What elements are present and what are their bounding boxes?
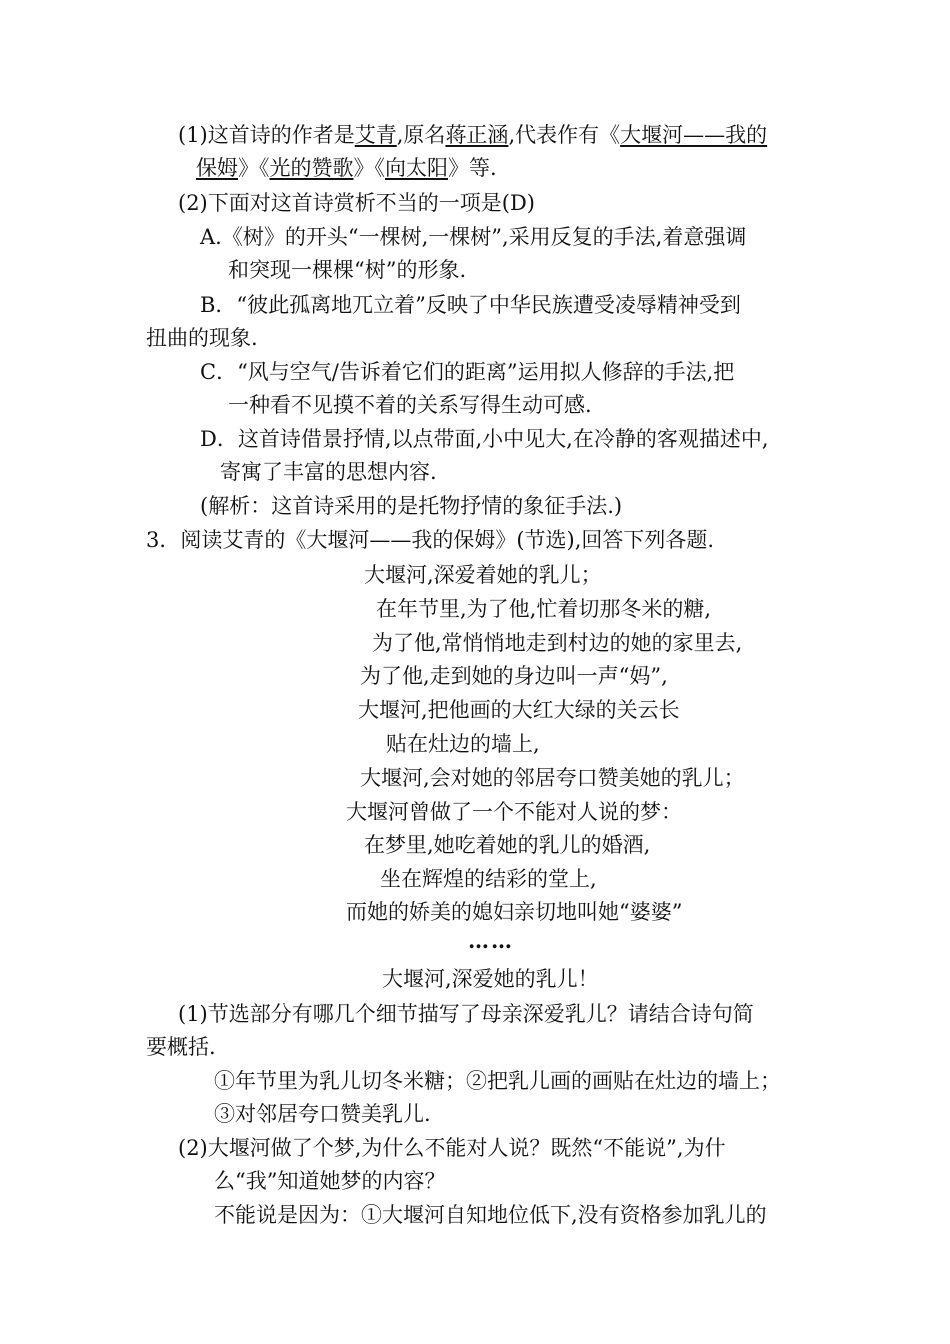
- work3-answer: 向太阳: [385, 156, 448, 180]
- q3-sub2-answer-line1: 不能说是因为：①大堰河自知地位低下,没有资格参加乳儿的: [214, 1203, 767, 1227]
- work1-answer-part2: 保姆: [196, 156, 238, 180]
- q2-sub1-text-f: 》等.: [448, 156, 497, 180]
- poem-line: 大堰河,深爱着她的乳儿；: [364, 563, 602, 587]
- q3-stem: 3．阅读艾青的《大堰河——我的保姆》(节选),回答下列各题.: [146, 528, 715, 552]
- poem-line: 大堰河曾做了一个不能对人说的梦：: [346, 800, 682, 824]
- author-answer: 艾青: [354, 123, 397, 147]
- q3-sub1-answer-line2: ③对邻居夸口赞美乳儿.: [214, 1102, 431, 1126]
- option-c-line1: C．“风与空气/告诉着它们的距离”运用拟人修辞的手法,把: [200, 360, 735, 384]
- real-name-answer: 蒋正涵: [445, 123, 509, 147]
- option-c-line2: 一种看不见摸不着的关系写得生动可感.: [228, 393, 592, 417]
- q2-sub2: (2)下面对这首诗赏析不当的一项是(D): [178, 191, 535, 215]
- option-d-line2: 寄寓了丰富的思想内容.: [220, 460, 437, 484]
- poem-line: 大堰河,深爱她的乳儿！: [382, 967, 599, 991]
- poem-line: 在年节里,为了他,忙着切那冬米的糖,: [376, 597, 712, 621]
- analysis-note: (解析：这首诗采用的是托物抒情的象征手法.): [200, 494, 623, 518]
- option-b-line1: B．“彼此孤离地兀立着”反映了中华民族遭受凌辱精神受到: [200, 293, 741, 317]
- poem-line: 在梦里,她吃着她的乳儿的婚酒,: [364, 833, 651, 857]
- poem-line: 大堰河,会对她的邻居夸口赞美她的乳儿；: [360, 766, 745, 790]
- poem-line: 贴在灶边的墙上,: [386, 732, 540, 756]
- q3-sub2-question-line2: 么“我”知道她梦的内容？: [214, 1169, 446, 1193]
- poem-ellipsis: ……: [468, 928, 514, 953]
- q2-sub1: [178, 120, 767, 150]
- q2-sub1-cont: [196, 153, 497, 183]
- work2-answer: 光的赞歌: [269, 156, 354, 180]
- q3-sub1-question-line2: 要概括.: [146, 1035, 216, 1059]
- q2-sub1-text-b: ,原名: [396, 123, 446, 147]
- poem-line: 为了他,常悄悄地走到村边的她的家里去,: [372, 631, 743, 655]
- q3-sub1-question-line1: (1)节选部分有哪几个细节描写了母亲深爱乳儿？请结合诗句简: [178, 1002, 754, 1026]
- q2-sub1-text-a: (1)这首诗的作者是: [178, 123, 355, 147]
- option-d-line1: D．这首诗借景抒情,以点带面,小中见大,在冷静的客观描述中,: [200, 427, 769, 451]
- work1-answer-part1: 大堰河——我的: [620, 123, 768, 147]
- q3-sub1-answer-line1: ①年节里为乳儿切冬米糖；②把乳儿画的画贴在灶边的墙上；: [214, 1069, 781, 1093]
- q2-sub1-text-c: ,代表作有《: [508, 123, 621, 147]
- q2-sub1-text-e: 》《: [353, 156, 385, 180]
- option-b-line2: 扭曲的现象.: [146, 326, 258, 350]
- option-a-line2: 和突现一棵棵“树”的形象.: [228, 258, 467, 282]
- poem-line: 而她的娇美的媳妇亲切地叫她“婆婆”: [346, 900, 683, 924]
- poem-line: 为了他,走到她的身边叫一声“妈”,: [360, 664, 668, 688]
- option-a-line1: A.《树》的开头“一棵树,一棵树”,采用反复的手法,着意强调: [200, 225, 747, 249]
- poem-line: 坐在辉煌的结彩的堂上,: [380, 867, 597, 891]
- poem-line: 大堰河,把他画的大红大绿的关云长: [358, 698, 680, 722]
- q3-sub2-question-line1: (2)大堰河做了个梦,为什么不能对人说？既然“不能说”,为什: [178, 1136, 726, 1160]
- q2-sub1-text-d: 》《: [238, 156, 270, 180]
